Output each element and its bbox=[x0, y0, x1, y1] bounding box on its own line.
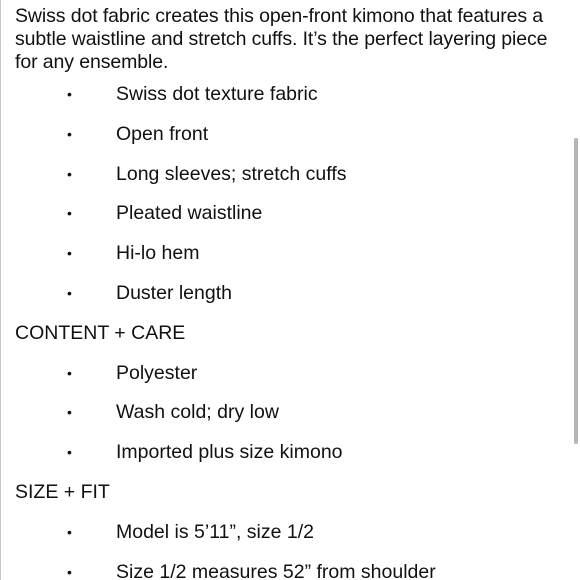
size-fit-heading: SIZE + FIT bbox=[15, 480, 110, 503]
fit-text: Size 1/2 measures 52” from shoulder bbox=[116, 560, 436, 580]
bullet-icon: • bbox=[67, 563, 72, 580]
vertical-scrollbar[interactable] bbox=[574, 138, 578, 444]
bullet-icon: • bbox=[67, 404, 72, 421]
intro-paragraph: Swiss dot fabric creates this open-front kimono that features a subtle waistline and stretch cuffs. It’s the perfect layering piece for any ensemble. bbox=[15, 5, 548, 73]
bullet-icon: • bbox=[67, 245, 72, 262]
feature-text: Open front bbox=[116, 122, 209, 145]
feature-text: Duster length bbox=[116, 281, 232, 304]
feature-text: Long sleeves; stretch cuffs bbox=[116, 162, 347, 185]
content-care-heading: CONTENT + CARE bbox=[15, 321, 186, 344]
list-item bbox=[15, 552, 571, 580]
list-item bbox=[15, 193, 571, 233]
bullet-icon: • bbox=[67, 364, 72, 381]
bullet-icon: • bbox=[67, 165, 72, 182]
bullet-icon: • bbox=[67, 444, 72, 461]
bullet-icon: • bbox=[67, 205, 72, 222]
list-item bbox=[15, 74, 571, 114]
list-item bbox=[15, 432, 571, 472]
size-fit-list bbox=[15, 512, 571, 580]
list-item bbox=[15, 114, 571, 154]
list-item bbox=[15, 154, 571, 194]
care-text: Wash cold; dry low bbox=[116, 401, 279, 424]
description-content bbox=[15, 5, 571, 580]
feature-text: Pleated waistline bbox=[116, 202, 263, 225]
list-item bbox=[15, 233, 571, 273]
list-item bbox=[15, 353, 571, 393]
bullet-icon: • bbox=[67, 523, 72, 540]
list-item bbox=[15, 512, 571, 552]
list-item bbox=[15, 392, 571, 432]
care-text: Polyester bbox=[116, 361, 198, 384]
feature-text: Swiss dot texture fabric bbox=[116, 83, 318, 105]
bullet-icon: • bbox=[67, 284, 72, 301]
care-text: Imported plus size kimono bbox=[116, 441, 343, 464]
content-care-list bbox=[15, 353, 571, 472]
bullet-icon: • bbox=[67, 86, 72, 102]
fit-text: Model is 5’11”, size 1/2 bbox=[116, 520, 314, 543]
list-item bbox=[15, 273, 571, 313]
bullet-icon: • bbox=[67, 125, 72, 142]
feature-text: Hi-lo hem bbox=[116, 242, 200, 265]
feature-list bbox=[15, 74, 571, 313]
